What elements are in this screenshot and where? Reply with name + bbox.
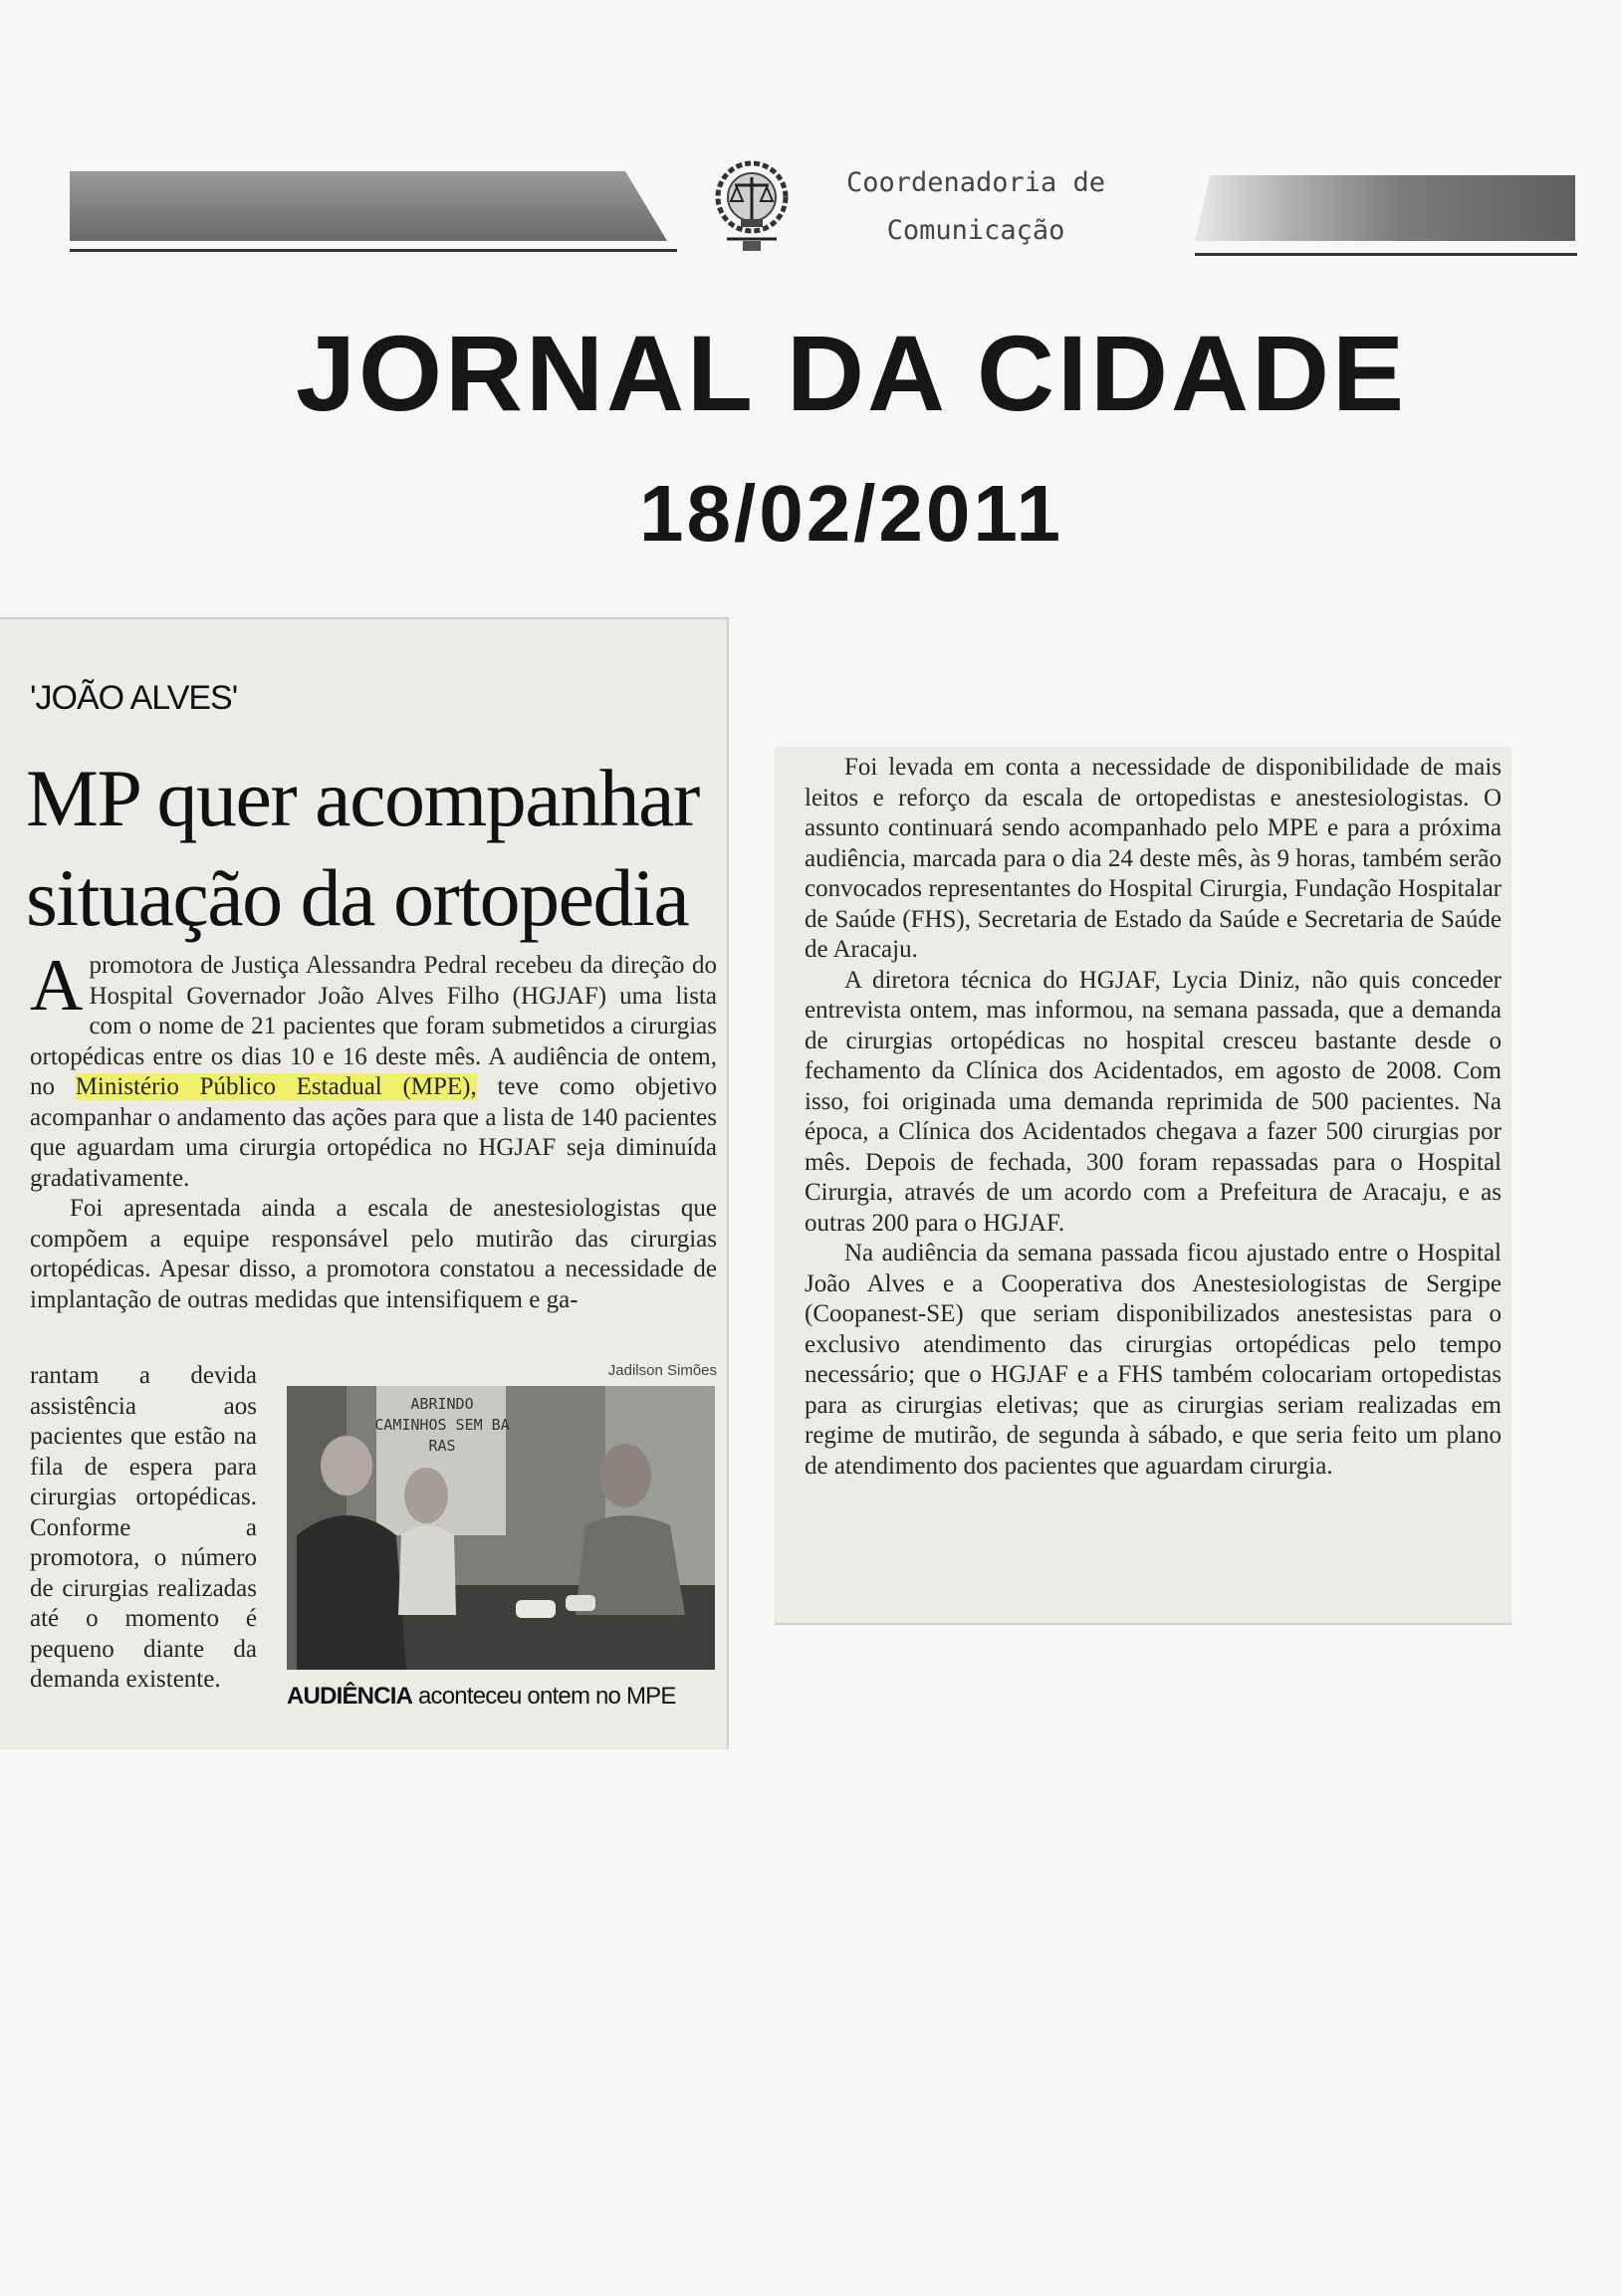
header-band-left [70,171,667,241]
headline-line-1: MP quer acompanhar [26,753,699,843]
headline-line-2: situação da ortopedia [26,852,689,943]
header-rule-right [1195,253,1577,256]
photo-sign-text: ABRINDO CAMINHOS SEM BA RAS [374,1395,510,1455]
coord-line-1: Coordenadoria de [845,167,1106,198]
article-paragraph: Foi apresentada ainda a escala de anestesiologistas que compõem a equipe responsável pelo mutirão das cirurgias ortopédicas. Apesar disso, a promotora constatou a necessidade de implantação de outras medidas que intensifiquem e ga- [30,1195,717,1313]
coordination-label [836,159,1115,255]
article-paragraph: Na audiência da semana passada ficou ajustado entre o Hospital João Alves e a Cooperativa dos Anestesiologistas de Sergipe (Coopanest-SE) que seriam disponibilizados anestesistas para o exclusivo atendimento das cirurgias ortopédicas pelo tempo necessário; que o HGJAF e a FHS também colocariam ortopedistas para as cirurgias eletivas; que as cirurgias seriam realizadas em regime de mutirão, de segunda à sábado, e que seria feito um plano de atendimento dos pacientes que aguardam cirurgia. [805,1240,1502,1480]
photo-caption [287,1683,725,1711]
article-narrow-column: rantam a devida assistência aos pacientes que estão na fila de espera para cirurgias ortopédicas. Conforme a promotora, o número de cirurgias realizadas até o momento é pequeno diante da demanda existente. [30,1362,257,1693]
article-body-right [805,753,1502,1482]
coord-line-2: Comunicação [886,215,1065,246]
article-photo [287,1386,715,1670]
article-paragraph [30,945,717,1194]
header-band-right [1195,175,1575,241]
article-kicker: 'JOÃO ALVES' [30,679,238,717]
paragraph-text: promotora de Justiça Alessandra Pedral recebeu da direção do Hospital Governador João Alves Filho (HGJAF) uma lista com o nome de 21 pacientes que foram submetidos a cirurgias ortopédicas entre os dias 10 e 16 deste mês. A audiência de ontem, no [30,952,717,1100]
paragraph-text: teve como objetivo acompanhar o andamento das ações para que a lista de 140 pacientes que aguardam uma cirurgia ortopédica no HGJAF seja diminuída gradativamente. [30,1073,717,1192]
article-body-left [30,945,717,1315]
caption-bold: AUDIÊNCIA [287,1683,413,1710]
header-rule-left [70,249,677,252]
institution-seal-icon [707,149,797,259]
caption-text: aconteceu ontem no MPE [412,1683,676,1710]
article-paragraph: Foi levada em conta a necessidade de disponibilidade de mais leitos e reforço da escala de ortopedistas e anestesiologistas. O assunto continuará sendo acompanhado pelo MPE e para a próxima audiência, marcada para o dia 24 deste mês, às 9 horas, também serão convocados representantes do Hospital Cirurgia, Fundação Hospitalar de Saúde (FHS), Secretaria de Estado da Saúde e Secretaria de Saúde de Aracaju. [805,754,1502,963]
highlighted-text: Ministério Público Estadual (MPE), [75,1073,477,1100]
article-headline [26,749,723,948]
drop-cap: A [30,945,84,1027]
publication-date: 18/02/2011 [639,469,1063,558]
newspaper-masthead: JORNAL DA CIDADE [295,313,1408,433]
photo-credit: Jadilson Simões [607,1362,717,1379]
article-paragraph: A diretora técnica do HGJAF, Lycia Diniz, não quis conceder entrevista ontem, mas informou, na semana passada, que a demanda de cirurgias ortopédicas no hospital cresceu bastante desde o fechamento da Clínica dos Acidentados, em agosto de 2008. Com isso, foi originada uma demanda reprimida de 500 pacientes. Na época, a Clínica dos Acidentados chegava a fazer 500 cirurgias por mês. Depois de fechada, 300 foram repassadas para o Hospital Cirurgia, através de um acordo com a Prefeitura de Aracaju, e as outras 200 para o HGJAF. [805,966,1502,1237]
